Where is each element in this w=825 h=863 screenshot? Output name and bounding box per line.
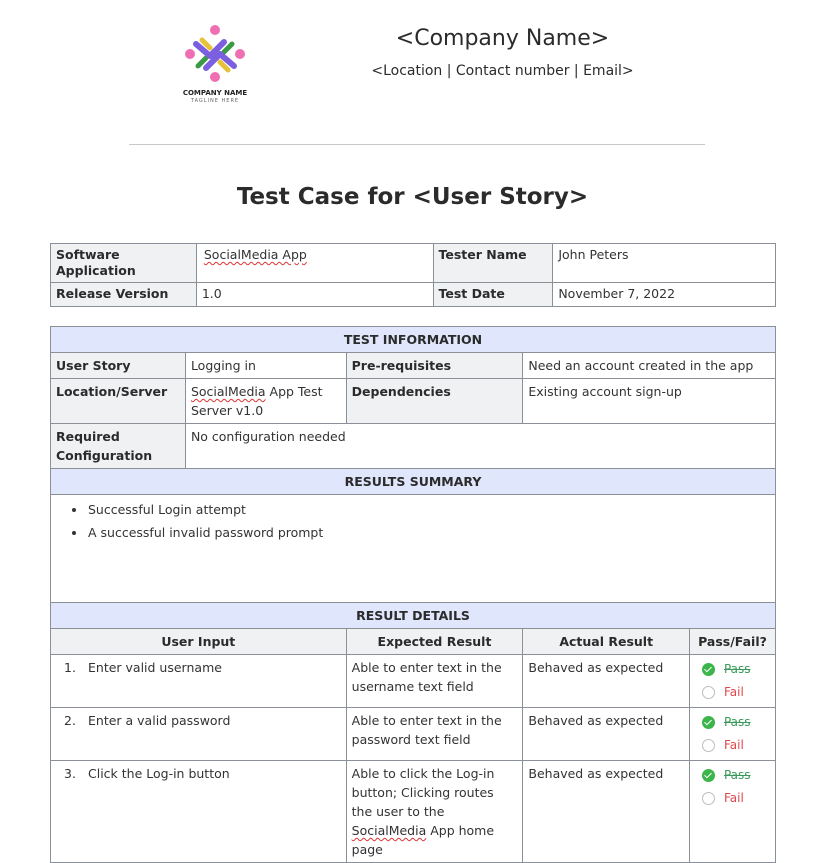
result-details-header-row (51, 629, 776, 655)
info-row (51, 424, 776, 469)
expected-app-name: SocialMedia (351, 823, 427, 838)
test-case-table (50, 326, 776, 863)
company-logo (180, 20, 250, 108)
step-number: 3. (64, 766, 76, 781)
pass-option[interactable] (702, 764, 770, 787)
logo-icon (180, 20, 250, 86)
user-story-label: User Story (51, 353, 186, 379)
list-item: A successful invalid password prompt (68, 521, 770, 544)
table-row (51, 708, 776, 761)
expected-text: Able to click the Log-in button; Clicking routes the user to the (351, 766, 495, 819)
expected-result-cell[interactable]: Able to enter text in the username text field (346, 655, 523, 708)
location-server-app: SocialMedia (190, 384, 266, 399)
expected-text-end: App home page (351, 823, 495, 857)
release-version-value[interactable]: 1.0 (196, 283, 433, 307)
column-header-pass-fail: Pass/Fail? (689, 629, 775, 655)
actual-result-cell[interactable]: Behaved as expected (523, 761, 690, 863)
user-input-cell[interactable] (51, 708, 347, 761)
info-row (51, 379, 776, 424)
column-header-expected-result: Expected Result (346, 629, 523, 655)
fail-option[interactable] (702, 681, 770, 704)
test-date-value[interactable]: November 7, 2022 (553, 283, 776, 307)
step-number: 1. (64, 660, 76, 675)
results-summary-list (56, 498, 770, 544)
results-summary-heading: RESULTS SUMMARY (51, 469, 776, 495)
fail-option[interactable] (702, 734, 770, 757)
prerequisites-value[interactable]: Need an account created in the app (523, 353, 776, 379)
location-server-rest: App Test Server v1.0 (190, 384, 323, 418)
meta-table (50, 243, 776, 307)
pass-option[interactable] (702, 658, 770, 681)
pass-label: Pass (723, 662, 751, 676)
info-row (51, 353, 776, 379)
expected-result-cell[interactable]: Able to enter text in the password text field (346, 708, 523, 761)
software-application-text: SocialMedia App (203, 247, 307, 262)
user-story-value[interactable]: Logging in (185, 353, 346, 379)
unchecked-circle-icon[interactable] (702, 792, 715, 805)
location-server-label: Location/Server (51, 379, 186, 424)
fail-label: Fail (723, 791, 744, 805)
document-header (0, 0, 825, 150)
results-summary-content[interactable] (51, 495, 776, 603)
pass-label: Pass (723, 768, 751, 782)
column-header-user-input: User Input (51, 629, 347, 655)
location-server-value[interactable] (185, 379, 346, 424)
pass-option[interactable] (702, 711, 770, 734)
checked-circle-icon[interactable] (702, 769, 715, 782)
dependencies-value[interactable]: Existing account sign-up (523, 379, 776, 424)
required-configuration-label: Required Configuration (51, 424, 186, 469)
step-text: Enter valid username (88, 660, 222, 675)
actual-result-cell[interactable]: Behaved as expected (523, 655, 690, 708)
logo-tagline: TAGLINE HERE (190, 98, 240, 104)
dependencies-label: Dependencies (346, 379, 523, 424)
checked-circle-icon[interactable] (702, 663, 715, 676)
tester-name-value[interactable]: John Peters (553, 244, 776, 283)
logo-company-name: COMPANY NAME (182, 89, 248, 97)
expected-result-cell[interactable] (346, 761, 523, 863)
company-name: <Company Name> (395, 26, 610, 51)
prerequisites-label: Pre-requisites (346, 353, 523, 379)
pass-fail-cell (689, 708, 775, 761)
user-input-cell[interactable] (51, 761, 347, 863)
pass-fail-cell (689, 655, 775, 708)
step-number: 2. (64, 713, 76, 728)
fail-label: Fail (723, 685, 744, 699)
required-configuration-value[interactable]: No configuration needed (185, 424, 775, 469)
tester-name-label: Tester Name (433, 244, 553, 283)
step-text: Enter a valid password (88, 713, 231, 728)
fail-option[interactable] (702, 787, 770, 810)
table-row (51, 761, 776, 863)
list-item: Successful Login attempt (68, 498, 770, 521)
result-details-heading: RESULT DETAILS (51, 603, 776, 629)
step-text: Click the Log-in button (88, 766, 230, 781)
test-information-heading: TEST INFORMATION (51, 327, 776, 353)
user-input-cell[interactable] (51, 655, 347, 708)
column-header-actual-result: Actual Result (523, 629, 690, 655)
test-date-label: Test Date (433, 283, 553, 307)
meta-row (51, 283, 776, 307)
software-application-label: Software Application (51, 244, 197, 283)
fail-label: Fail (723, 738, 744, 752)
company-contact: <Location | Contact number | Email> (371, 63, 634, 79)
pass-label: Pass (723, 715, 751, 729)
table-row (51, 655, 776, 708)
unchecked-circle-icon[interactable] (702, 739, 715, 752)
actual-result-cell[interactable]: Behaved as expected (523, 708, 690, 761)
release-version-label: Release Version (51, 283, 197, 307)
meta-row (51, 244, 776, 283)
unchecked-circle-icon[interactable] (702, 686, 715, 699)
page-title: Test Case for <User Story> (236, 184, 589, 210)
pass-fail-cell (689, 761, 775, 863)
software-application-value[interactable] (196, 244, 433, 283)
header-divider (129, 144, 705, 145)
checked-circle-icon[interactable] (702, 716, 715, 729)
